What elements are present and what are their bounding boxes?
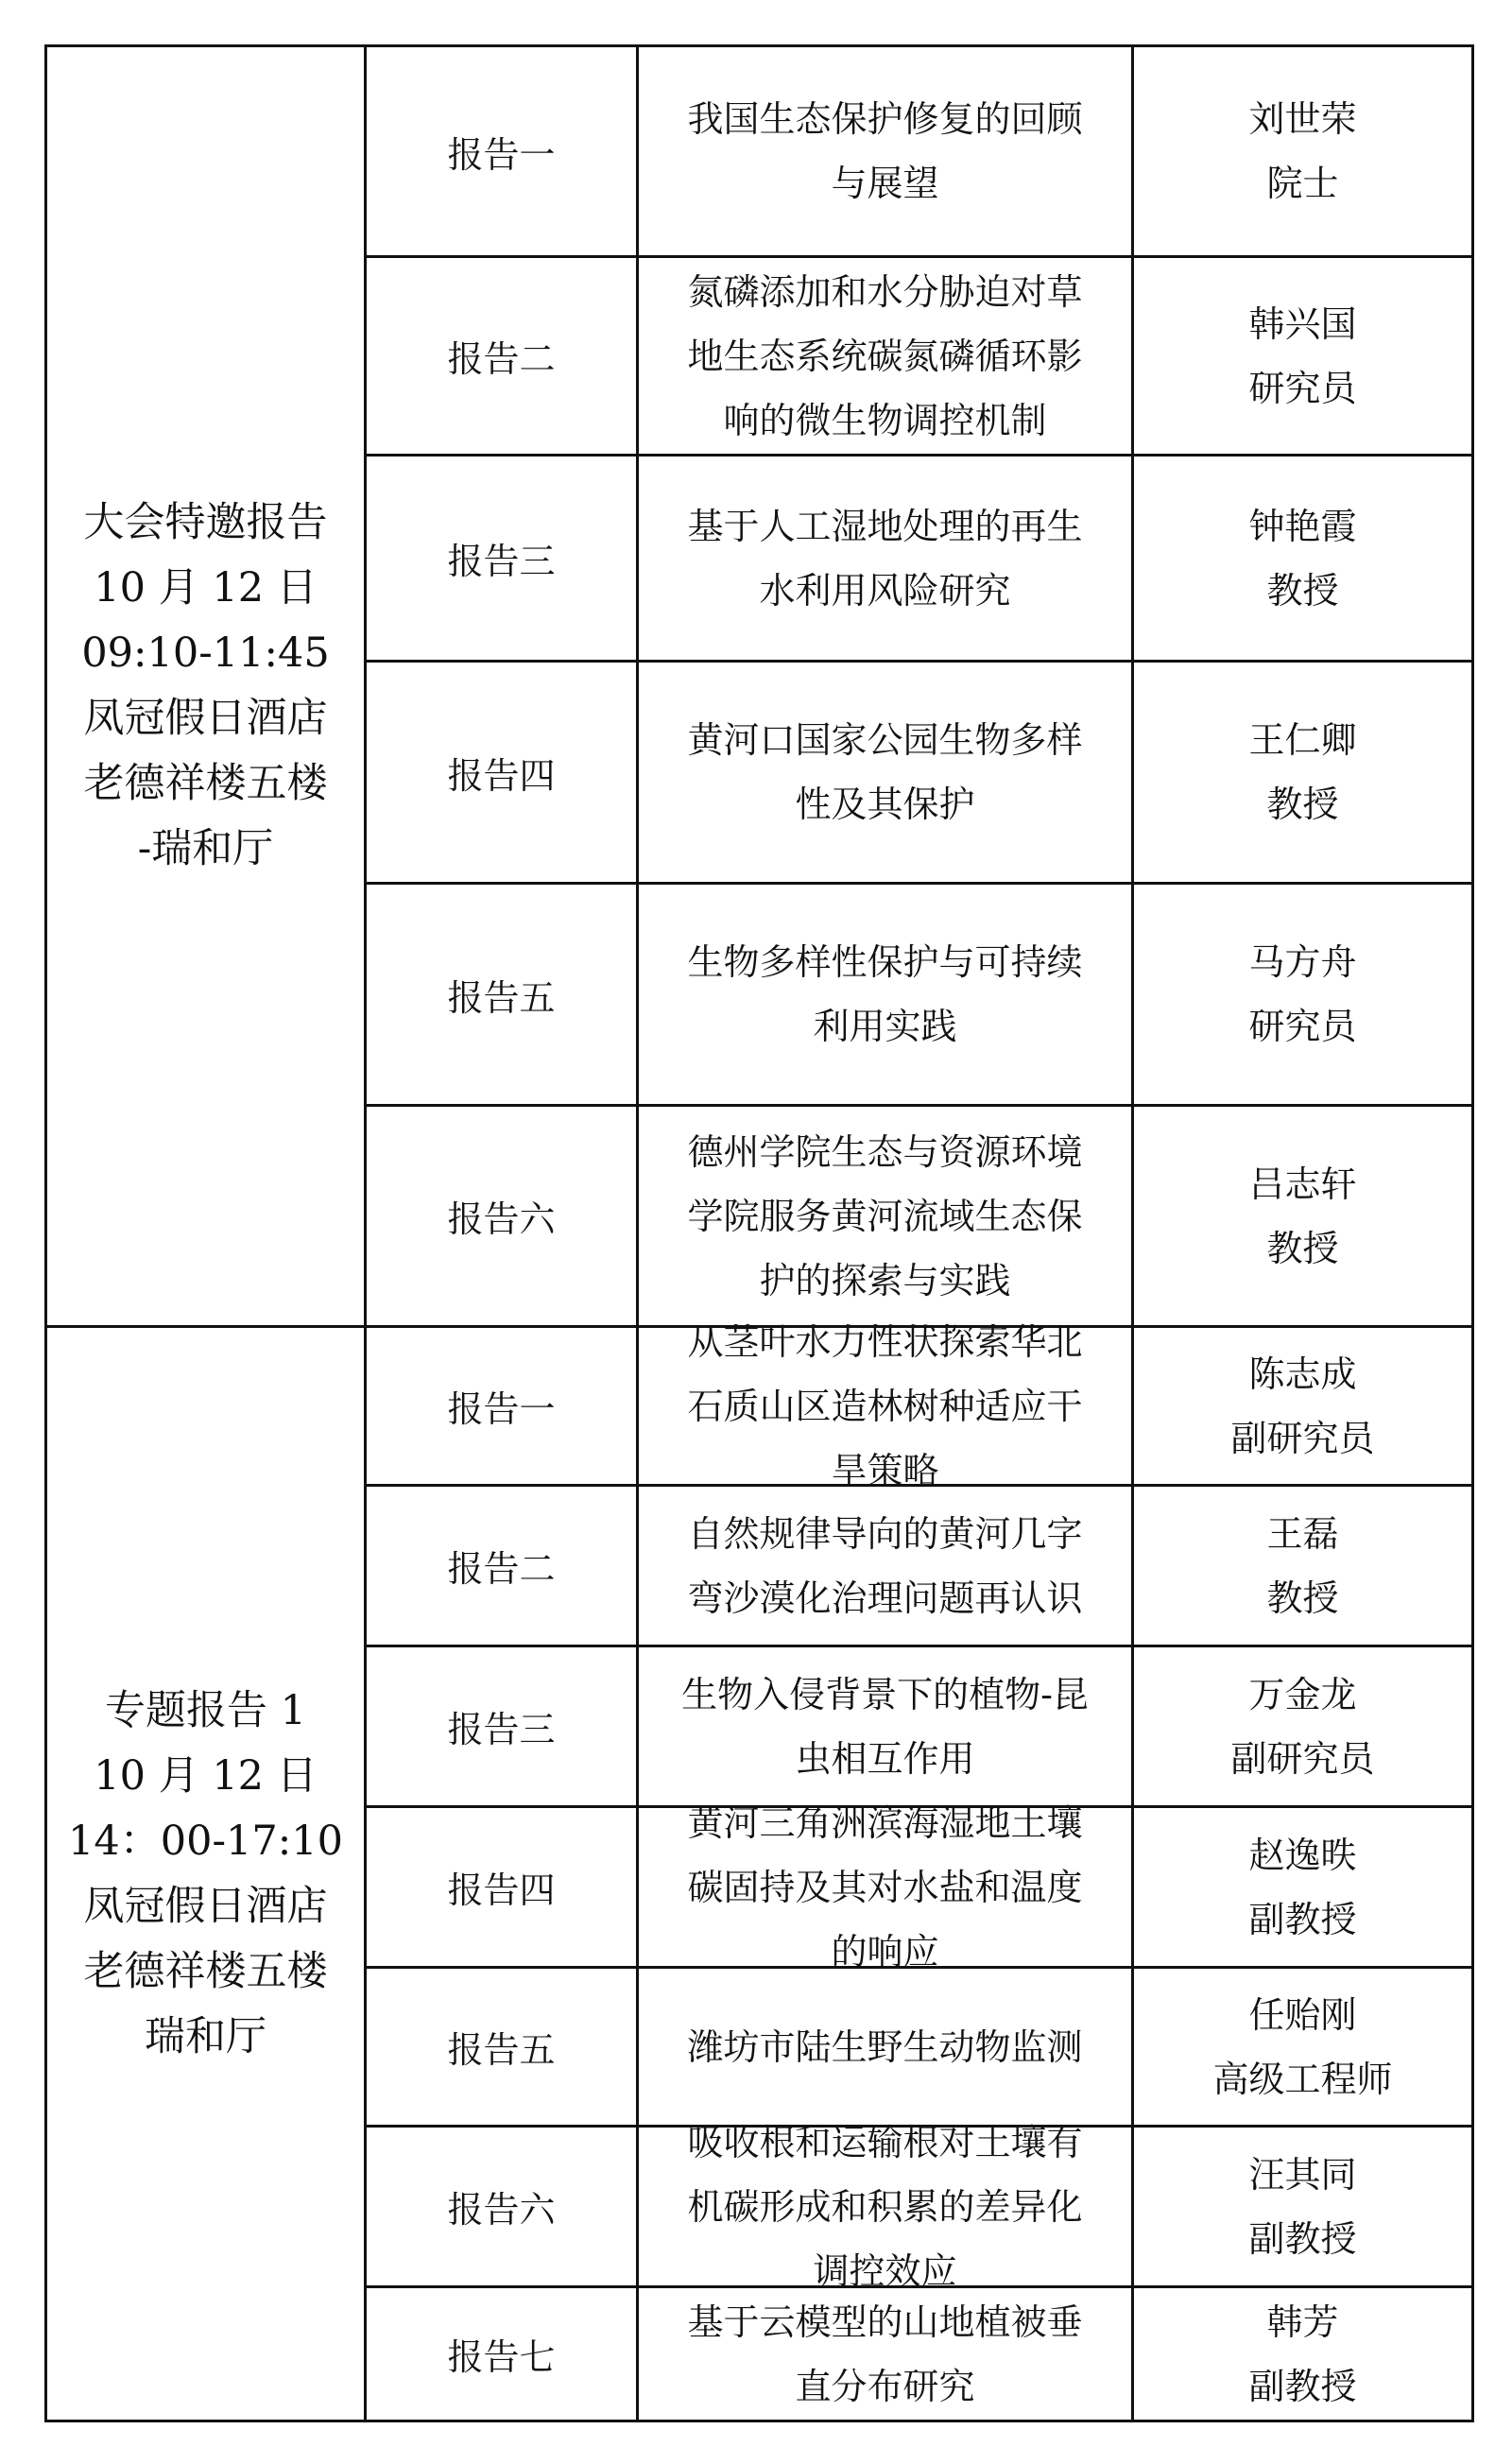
session-info-line: 凤冠假日酒店 [83,695,328,742]
speaker-line: 副教授 [1248,2217,1357,2260]
report-number [367,1647,636,1805]
report-title-line: 响的微生物调控机制 [723,399,1047,441]
report-title-line: 石质山区造林树种适应干 [687,1385,1083,1427]
report-title [639,1969,1131,2125]
report-number-label: 报告四 [447,1870,556,1911]
session-info-line: -瑞和厅 [137,825,274,872]
report-title [639,1320,1131,1491]
report-title-line: 旱策略 [831,1449,939,1491]
speaker-line: 副教授 [1248,2365,1357,2407]
speaker [1134,1107,1471,1325]
report-number-label: 报告三 [447,1709,556,1750]
speaker [1134,457,1471,660]
speaker [1134,2288,1471,2420]
report-title [639,1487,1131,1645]
speaker-line: 王仁卿 [1248,719,1357,761]
report-title [639,663,1131,882]
report-title-line: 直分布研究 [795,2365,975,2407]
speaker [1134,1647,1471,1805]
session2-session-info [47,1328,364,2420]
report-number [367,258,636,454]
report-title-line: 地生态系统碳氮磷循环影 [687,335,1083,377]
report-number-label: 报告一 [447,133,556,176]
speaker [1134,1328,1471,1484]
session-info-line: 10 月 12 日 [94,564,318,612]
report-title-line: 生物多样性保护与可持续 [687,941,1083,983]
report-number-label: 报告二 [447,338,556,380]
report-number-label: 报告四 [447,754,556,797]
report-title [639,47,1131,255]
speaker-line: 万金龙 [1248,1673,1357,1715]
speaker [1134,1487,1471,1645]
report-title-line: 学院服务黄河流域生态保 [687,1195,1083,1237]
report-title-line: 虫相互作用 [795,1737,975,1780]
speaker-line: 韩兴国 [1248,302,1357,345]
report-number [367,1107,636,1325]
report-title-line: 的响应 [831,1930,939,1973]
speaker-line: 教授 [1266,784,1339,825]
speaker-line: 钟艳霞 [1248,505,1357,547]
session-info-line: 14：00-17:10 [68,1817,343,1865]
speaker [1134,885,1471,1104]
report-title-line: 弯沙漠化治理问题再认识 [687,1577,1083,1619]
report-number [367,457,636,660]
report-number-label: 报告三 [447,541,556,582]
report-title-line: 潍坊市陆生野生动物监测 [687,2025,1083,2068]
report-title-line: 我国生态保护修复的回顾 [687,98,1083,140]
speaker-line: 陈志成 [1248,1353,1357,1395]
report-title [639,1647,1131,1805]
speaker-line: 教授 [1266,569,1339,612]
speaker [1134,1808,1471,1966]
report-title-line: 水利用风险研究 [759,569,1011,612]
speaker-line: 副研究员 [1230,1737,1375,1780]
report-number-label: 报告五 [447,2029,556,2071]
report-number-label: 报告一 [447,1388,556,1430]
report-title-line: 从茎叶水力性状探索华北 [687,1320,1083,1363]
speaker [1134,1969,1471,2125]
report-title [639,2121,1131,2292]
report-title [639,1801,1131,1973]
session1-session-info [47,47,364,1325]
session-info-line: 老德祥楼五楼 [83,1947,328,1995]
report-title [639,2288,1131,2420]
report-title-line: 黄河口国家公园生物多样 [687,719,1083,761]
report-number [367,2288,636,2420]
speaker-line: 韩芳 [1266,2300,1339,2343]
speaker [1134,47,1471,255]
report-number [367,2128,636,2285]
speaker-line: 副研究员 [1230,1417,1375,1459]
speaker-line: 院士 [1266,163,1339,204]
report-number-label: 报告六 [447,2189,556,2231]
report-title [639,258,1131,454]
report-number [367,1328,636,1484]
report-title-line: 生物入侵背景下的植物-昆 [681,1673,1089,1715]
report-title-line: 基于云模型的山地植被垂 [687,2300,1083,2343]
speaker-line: 汪其同 [1248,2153,1357,2196]
speaker-line: 刘世荣 [1248,98,1357,140]
report-number-label: 报告五 [447,976,556,1019]
report-number [367,47,636,255]
report-title-line: 吸收根和运输根对土壤有 [687,2121,1083,2163]
session-info-line: 大会特邀报告 [83,499,328,546]
report-number-label: 报告七 [447,2336,556,2378]
speaker-line: 副教授 [1248,1898,1357,1940]
speaker-line: 教授 [1266,1577,1339,1619]
speaker-line: 研究员 [1248,1006,1357,1047]
report-title-line: 碳固持及其对水盐和温度 [687,1866,1083,1908]
report-number [367,663,636,882]
session-info-line: 瑞和厅 [144,2012,266,2060]
speaker-line: 任贻刚 [1248,1993,1357,2036]
speaker-line: 马方舟 [1248,941,1357,983]
session-info-line: 凤冠假日酒店 [83,1882,328,1930]
report-title [639,457,1131,660]
report-title [639,1107,1131,1325]
report-number-label: 报告六 [447,1198,556,1240]
session-info-line: 专题报告 1 [104,1686,306,1734]
report-title-line: 性及其保护 [795,784,975,825]
session-info-line: 老德祥楼五楼 [83,760,328,807]
report-title-line: 基于人工湿地处理的再生 [687,505,1083,547]
report-number [367,1808,636,1966]
report-title-line: 与展望 [831,163,939,204]
speaker-line: 赵逸昳 [1248,1834,1357,1876]
speaker-line: 研究员 [1248,367,1357,409]
report-title-line: 自然规律导向的黄河几字 [687,1512,1083,1555]
speaker-line: 吕志轩 [1248,1163,1357,1205]
report-number [367,1969,636,2125]
speaker [1134,2128,1471,2285]
report-title [639,885,1131,1104]
speaker-line: 王磊 [1266,1512,1339,1555]
report-title-line: 机碳形成和积累的差异化 [687,2185,1083,2228]
report-title-line: 利用实践 [813,1006,957,1047]
table-border-right [1471,44,1474,2422]
report-number [367,1487,636,1645]
speaker [1134,663,1471,882]
session-info-line: 09:10-11:45 [81,629,330,677]
report-title-line: 氮磷添加和水分胁迫对草 [687,270,1083,313]
speaker-line: 高级工程师 [1212,2058,1393,2100]
session-info-line: 10 月 12 日 [94,1751,318,1800]
report-title-line: 调控效应 [813,2249,957,2292]
table-border-bottom [44,2420,1474,2422]
report-number-label: 报告二 [447,1548,556,1590]
report-number [367,885,636,1104]
speaker-line: 教授 [1266,1227,1339,1269]
report-title-line: 黄河三角洲滨海湿地土壤 [687,1801,1083,1844]
speaker [1134,258,1471,454]
report-title-line: 德州学院生态与资源环境 [687,1130,1083,1173]
report-title-line: 护的探索与实践 [759,1259,1011,1301]
